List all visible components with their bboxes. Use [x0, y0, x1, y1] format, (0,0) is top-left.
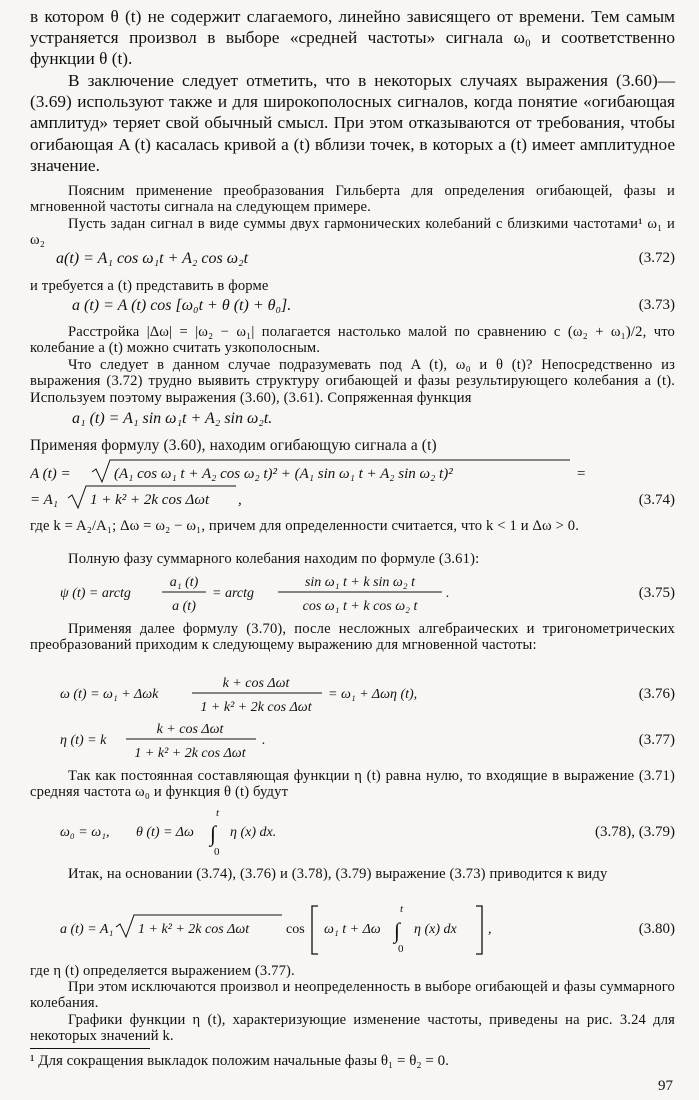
equation-3-78-79: [30, 806, 675, 858]
paragraph-example-intro: Поясним применение преобразования Гильберта для определения огибающей, фазы и мгновенной частоты сигнала на следующем примере.: [30, 183, 675, 216]
equation-lhs: ψ (t) = arctg: [60, 586, 131, 601]
equation-3-73: [30, 297, 675, 321]
equation-3-72: [30, 250, 675, 274]
equation-number: (3.72): [638, 250, 675, 266]
integral-lower-limit: 0: [398, 943, 404, 955]
fraction-numerator: a₁ (t): [169, 575, 199, 590]
fraction-numerator: k + cos Δωt: [156, 722, 224, 737]
bracket-right: [476, 906, 482, 954]
paragraph-requirement: и требуется a (t) представить в форме: [30, 278, 269, 294]
equation-lhs: a (t) = A₁: [60, 922, 114, 937]
equation-middle: = arctg: [212, 586, 254, 601]
paragraph-eta-defined: где η (t) определяется выражением (3.77).: [30, 963, 295, 979]
equation-3-74: [30, 458, 675, 516]
equation-omega0: ω₀ = ω₁,: [60, 825, 110, 840]
fraction-numerator: k + cos Δωt: [222, 676, 290, 691]
equation-theta: θ (t) = Δω: [136, 825, 194, 840]
paragraph-constant-component: Так как постоянная составляющая функции η (t) равна нулю, то входящие в выражение (3.71) средняя частота ω₀ и функция θ (t) будут: [30, 768, 675, 801]
integral-sign: ∫: [394, 918, 401, 943]
equation-period: .: [446, 586, 450, 601]
equation-number: (3.78), (3.79): [595, 824, 675, 840]
fraction-denominator: a (t): [172, 599, 196, 614]
integral-lower-limit: 0: [214, 846, 220, 858]
paragraph-signal-def: Пусть задан сигнал в виде суммы двух гармонических колебаний с близкими частотами¹ ω₁ и ω₂: [30, 216, 675, 249]
equation-body: a (t) = A (t) cos [ω₀t + θ (t) + θ₀].: [72, 297, 292, 314]
equation-conjugate: [30, 410, 675, 434]
equation-lhs: η (t) = k: [60, 733, 107, 748]
integral-sign: ∫: [210, 821, 217, 846]
equation-period: .: [262, 733, 266, 748]
fraction-denominator: 1 + k² + 2k cos Δωt: [200, 700, 312, 715]
paragraph-no-arbitrariness: При этом исключаются произвол и неопределенность в выборе огибающей и фазы суммарного колебания.: [30, 979, 675, 1012]
paragraph-instant-freq: Применяя далее формулу (3.70), после несложных алгебраических и тригонометрических преобразований приходим к следующему выражению для мгновенной частоты:: [30, 621, 675, 654]
equation-radicand: 1 + k² + 2k cos Δωt: [138, 922, 250, 937]
fraction-denominator: 1 + k² + 2k cos Δωt: [134, 746, 246, 761]
paragraph-intro: в котором θ (t) не содержит слагаемого, линейно зависящего от времени. Тем самым устраняется произвол в выборе «средней частоты» сигнала ω₀ и соответственно функции θ (t).: [30, 7, 675, 69]
equation-comma: ,: [238, 492, 242, 508]
equation-inner-prefix: ω₁ t + Δω: [324, 922, 381, 937]
equation-3-76: [30, 672, 675, 720]
equation-radicand: 1 + k² + 2k cos Δωt: [90, 492, 210, 508]
paragraph-question: Что следует в данном случае подразумевать под A (t), ω₀ и θ (t)? Непосредственно из выражения (3.72) трудно выявить структуру огибающей и фазы результирующего колебания a (t). Используем поэтому выражения (3.60), (3.61). Сопряженная функция: [30, 357, 675, 406]
footnote-divider: [30, 1048, 150, 1049]
paragraph-detuning: Расстройка |Δω| = |ω₂ − ω₁| полагается настолько малой по сравнению с (ω₂ + ω₁)/2, что колебание a (t) можно считать узкополосным.: [30, 324, 675, 357]
equation-lhs: A (t) =: [30, 466, 71, 482]
paragraph-where-k: где k = A₂/A₁; Δω = ω₂ − ω₁, причем для определенности считается, что k < 1 и Δω > 0.: [30, 518, 579, 534]
equation-number: (3.73): [638, 297, 675, 313]
equation-lhs: ω (t) = ω₁ + Δωk: [60, 687, 159, 702]
equation-radicand: (A₁ cos ω₁ t + A₂ cos ω₂ t)² + (A₁ sin ω₁ t + A₂ sin ω₂ t)²: [114, 466, 453, 482]
integral-upper-limit: t: [400, 903, 404, 915]
equation-integrand: η (x) dx: [414, 922, 457, 937]
equation-3-80: [30, 900, 675, 960]
equation-3-75: [30, 570, 675, 618]
equation-number: (3.74): [638, 492, 675, 508]
equation-number: (3.76): [638, 686, 675, 702]
fraction-denominator: cos ω₁ t + k cos ω₂ t: [302, 599, 418, 614]
equation-number: (3.75): [638, 585, 675, 601]
paragraph-graphs: Графики функции η (t), характеризующие изменение частоты, приведены на рис. 3.24 для некоторых значений k.: [30, 1012, 675, 1045]
equation-number: (3.77): [638, 732, 675, 748]
equation-rhs-prefix: = A₁: [30, 492, 58, 508]
equation-equals: =: [576, 466, 587, 482]
page-number: 97: [658, 1078, 673, 1094]
paragraph-conclusion: В заключение следует отметить, что в некоторых случаях выражения (3.60)—(3.69) используют также и для широкополосных сигналов, когда понятие «огибающая амплитуд» теряет свой обычный смысл. При этом отказываются от требования, чтобы огибающая A (t) касалась кривой a (t) вблизи точек, в которых a (t) имеет амплитудное значение.: [30, 71, 675, 175]
footnote: ¹ Для сокращения выкладок положим начальные фазы θ₁ = θ₂ = 0.: [30, 1053, 449, 1069]
paragraph-therefore: Итак, на основании (3.74), (3.76) и (3.78), (3.79) выражение (3.73) приводится к виду: [68, 866, 608, 882]
bracket-left: [312, 906, 318, 954]
paragraph-envelope: Применяя формулу (3.60), находим огибающую сигнала a (t): [30, 437, 437, 454]
equation-body: a₁ (t) = A₁ sin ω₁t + A₂ sin ω₂t.: [72, 410, 273, 427]
equation-body: a(t) = A₁ cos ω₁t + A₂ cos ω₂t: [56, 250, 249, 267]
equation-3-77: [30, 718, 675, 766]
fraction-numerator: sin ω₁ t + k sin ω₂ t: [304, 575, 416, 590]
equation-comma: ,: [488, 922, 492, 937]
equation-integrand: η (x) dx.: [230, 825, 277, 840]
equation-cos: cos: [286, 922, 305, 937]
equation-rhs: = ω₁ + Δωη (t),: [328, 687, 418, 702]
paragraph-full-phase: Полную фазу суммарного колебания находим по формуле (3.61):: [68, 551, 480, 567]
integral-upper-limit: t: [216, 807, 220, 819]
equation-number: (3.80): [638, 921, 675, 937]
